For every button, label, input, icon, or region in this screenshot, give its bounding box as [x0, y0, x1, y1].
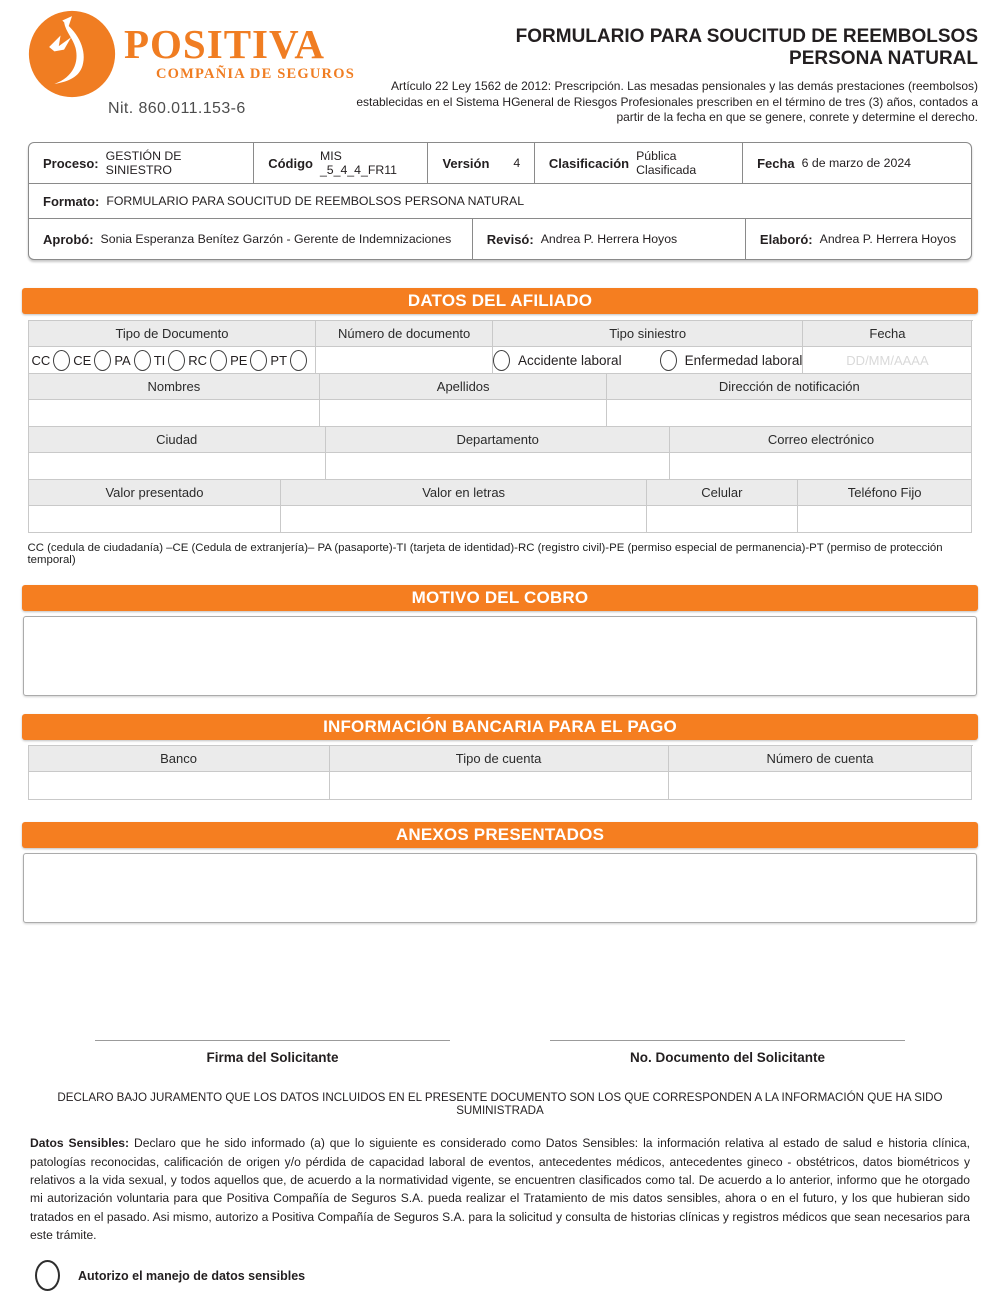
- celular-input[interactable]: [647, 506, 798, 533]
- valor-en-letras-input[interactable]: [281, 506, 646, 533]
- numero-documento-input[interactable]: [316, 347, 493, 374]
- doc-type-ce-radio[interactable]: [94, 350, 111, 371]
- header-fecha: Fecha: [803, 321, 972, 347]
- doc-type-ti-label: TI: [153, 352, 166, 368]
- anexos-presentados-textarea[interactable]: [23, 853, 977, 923]
- header-direccion-notificacion: Dirección de notificación: [607, 374, 972, 400]
- meta-clasificacion: Clasificación Pública Clasificada: [534, 143, 742, 183]
- form-title-line2: PERSONA NATURAL: [789, 47, 978, 69]
- header-tipo-cuenta: Tipo de cuenta: [330, 746, 669, 772]
- brand-name: POSITIVA: [124, 21, 325, 67]
- accidente-laboral-radio[interactable]: [493, 350, 510, 371]
- enfermedad-laboral-label: Enfermedad laboral: [684, 352, 803, 368]
- header-tipo-documento: Tipo de Documento: [29, 321, 317, 347]
- apellidos-input[interactable]: [320, 400, 607, 427]
- document-types-footnote: CC (cedula de ciudadanía) –CE (Cedula de extranjería)– PA (pasaporte)-TI (tarjeta de identidad)-RC (registro civil)-PE (permiso especial de permanencia)-PT (permiso de protección temporal): [27, 542, 943, 567]
- afiliado-grid-row1: [28, 320, 973, 374]
- datos-sensibles-paragraph: [30, 1134, 970, 1244]
- header-celular: Celular: [647, 480, 798, 506]
- firma-solicitante-block: [95, 1040, 450, 1065]
- direccion-notificacion-input[interactable]: [607, 400, 972, 427]
- afiliado-grid-row2: [28, 374, 973, 427]
- header-valor-en-letras: Valor en letras: [281, 480, 646, 506]
- authorization-row: [35, 1260, 1000, 1291]
- doc-type-cc-radio[interactable]: [53, 350, 70, 371]
- enfermedad-laboral-radio[interactable]: [660, 350, 677, 371]
- section-motivo-del-cobro: MOTIVO DEL COBRO: [22, 585, 978, 611]
- header-tipo-siniestro: Tipo siniestro: [493, 321, 804, 347]
- doc-type-pt-label: PT: [270, 352, 288, 368]
- doc-type-pa-radio[interactable]: [134, 350, 151, 371]
- form-title-line1: FORMULARIO PARA SOUCITUD DE REEMBOLSOS: [515, 26, 978, 47]
- datos-sensibles-lead: Datos Sensibles:: [30, 1136, 130, 1151]
- accidente-laboral-label: Accidente laboral: [518, 352, 622, 368]
- doc-type-pa-label: PA: [114, 352, 131, 368]
- meta-formato: Formato: FORMULARIO PARA SOUCITUD DE REEMBOLSOS PERSONA NATURAL: [43, 193, 525, 209]
- title-block: [355, 10, 978, 126]
- doc-type-pe-label: PE: [230, 352, 248, 368]
- section-anexos-presentados: ANEXOS PRESENTADOS: [22, 822, 978, 848]
- departamento-input[interactable]: [326, 453, 671, 480]
- signature-row: [0, 1040, 1000, 1065]
- section-datos-del-afiliado: DATOS DEL AFILIADO: [22, 288, 978, 314]
- tipo-siniestro-field: [493, 347, 804, 374]
- tipo-cuenta-input[interactable]: [330, 772, 669, 800]
- positiva-logo: [28, 10, 355, 118]
- meta-reviso: Revisó: Andrea P. Herrera Hoyos: [472, 219, 745, 259]
- firma-solicitante-label: Firma del Solicitante: [206, 1050, 339, 1066]
- header-numero-cuenta: Número de cuenta: [669, 746, 973, 772]
- correo-electronico-input[interactable]: [670, 453, 972, 480]
- positiva-bird-icon: [28, 10, 116, 98]
- header-telefono-fijo: Teléfono Fijo: [798, 480, 973, 506]
- header-ciudad: Ciudad: [29, 427, 326, 453]
- doc-type-cc-label: CC: [31, 352, 51, 368]
- header-valor-presentado: Valor presentado: [29, 480, 282, 506]
- nombres-input[interactable]: [29, 400, 321, 427]
- header-apellidos: Apellidos: [320, 374, 607, 400]
- banco-input[interactable]: [29, 772, 330, 800]
- doc-type-rc-label: RC: [188, 352, 208, 368]
- header-nombres: Nombres: [29, 374, 321, 400]
- ciudad-input[interactable]: [29, 453, 326, 480]
- meta-codigo: Código MIS _5_4_4_FR11: [253, 143, 427, 183]
- brand-text: [124, 10, 355, 83]
- doc-type-pe-radio[interactable]: [250, 350, 267, 371]
- tipo-documento-field: [29, 347, 317, 374]
- afiliado-grid-row4: [28, 480, 973, 533]
- fecha-input[interactable]: [803, 347, 972, 374]
- firma-solicitante-line[interactable]: [95, 1040, 450, 1041]
- brand-nit: Nit. 860.011.153-6: [108, 100, 246, 117]
- header-numero-documento: Número de documento: [316, 321, 493, 347]
- header-departamento: Departamento: [326, 427, 671, 453]
- header-correo-electronico: Correo electrónico: [670, 427, 972, 453]
- section-informacion-bancaria: INFORMACIÓN BANCARIA PARA EL PAGO: [22, 714, 978, 740]
- legal-note: Artículo 22 Ley 1562 de 2012: Prescripción. Las mesadas pensionales y las demás prestaciones (reembolsos) establecidas en el Sistema HGeneral de Riesgos Profesionales prescriben en el término de tres (3) años, contados a partir de la fecha en que se genere, conrete y determine el derecho.: [356, 78, 978, 125]
- doc-type-ti-radio[interactable]: [168, 350, 185, 371]
- documento-solicitante-block: [550, 1040, 905, 1065]
- valor-presentado-input[interactable]: [29, 506, 282, 533]
- datos-sensibles-body: Declaro que he sido informado (a) que lo siguiente es considerado como Datos Sensibles: la información relativa al estado de salud e historia clínica, patologías reconocidas, calificación de origen y/o pérdida de capacidad laboral de eventos, antecedentes médicos, antecedentes gineco - obstétricos, datos biométricos y relativos a la vida sexual, y todos aquellos que, de acuerdo a la normatividad vigente, se encuentren clasificados como tal. De acuerdo a lo anterior, informo que he otorgado mi autorización voluntaria para que Positiva Compañía de Seguros S.A. pueda realizar el Tratamiento de mis datos sensibles, ahora o en el futuro, y los que hubieran sido tratados en el pasado. Asi mismo, autorizo a Positiva Compañía de Seguros S.A. para la solicitud y consulta de historias clínicas y registros médicos que sean necesarios para este trámite.: [30, 1136, 971, 1243]
- motivo-del-cobro-textarea[interactable]: [23, 616, 977, 696]
- brand-tagline: COMPAÑIA DE SEGUROS: [156, 65, 355, 82]
- doc-type-ce-label: CE: [73, 352, 92, 368]
- afiliado-grid-row3: [28, 427, 973, 480]
- doc-type-rc-radio[interactable]: [210, 350, 227, 371]
- telefono-fijo-input[interactable]: [798, 506, 973, 533]
- header-banco: Banco: [29, 746, 330, 772]
- bancaria-grid: [28, 745, 973, 800]
- meta-fecha: Fecha 6 de marzo de 2024: [742, 143, 971, 183]
- autorizo-datos-sensibles-label: Autorizo el manejo de datos sensibles: [78, 1268, 306, 1283]
- meta-proceso: Proceso: GESTIÓN DE SINIESTRO: [43, 149, 182, 178]
- documento-solicitante-line[interactable]: [550, 1040, 905, 1041]
- fecha-placeholder: DD/MM/AAAA: [846, 352, 929, 368]
- autorizo-datos-sensibles-radio[interactable]: [35, 1260, 60, 1291]
- document-metadata-table: [28, 142, 972, 260]
- doc-type-pt-radio[interactable]: [290, 350, 307, 371]
- meta-version: Versión 4: [427, 143, 533, 183]
- numero-cuenta-input[interactable]: [669, 772, 973, 800]
- meta-elaboro: Elaboró: Andrea P. Herrera Hoyos: [745, 219, 971, 259]
- documento-solicitante-label: No. Documento del Solicitante: [629, 1050, 826, 1066]
- meta-aprobo: Aprobó: Sonia Esperanza Benítez Garzón - Gerente de Indemnizaciones: [43, 231, 452, 247]
- sworn-declaration-text: DECLARO BAJO JURAMENTO QUE LOS DATOS INCLUIDOS EN EL PRESENTE DOCUMENTO SON LOS QUE CORRESPONDEN A LA INFORMACIÓN QUE HA SIDO SUMINISTRADA: [57, 1091, 943, 1118]
- page-header: [0, 0, 1000, 126]
